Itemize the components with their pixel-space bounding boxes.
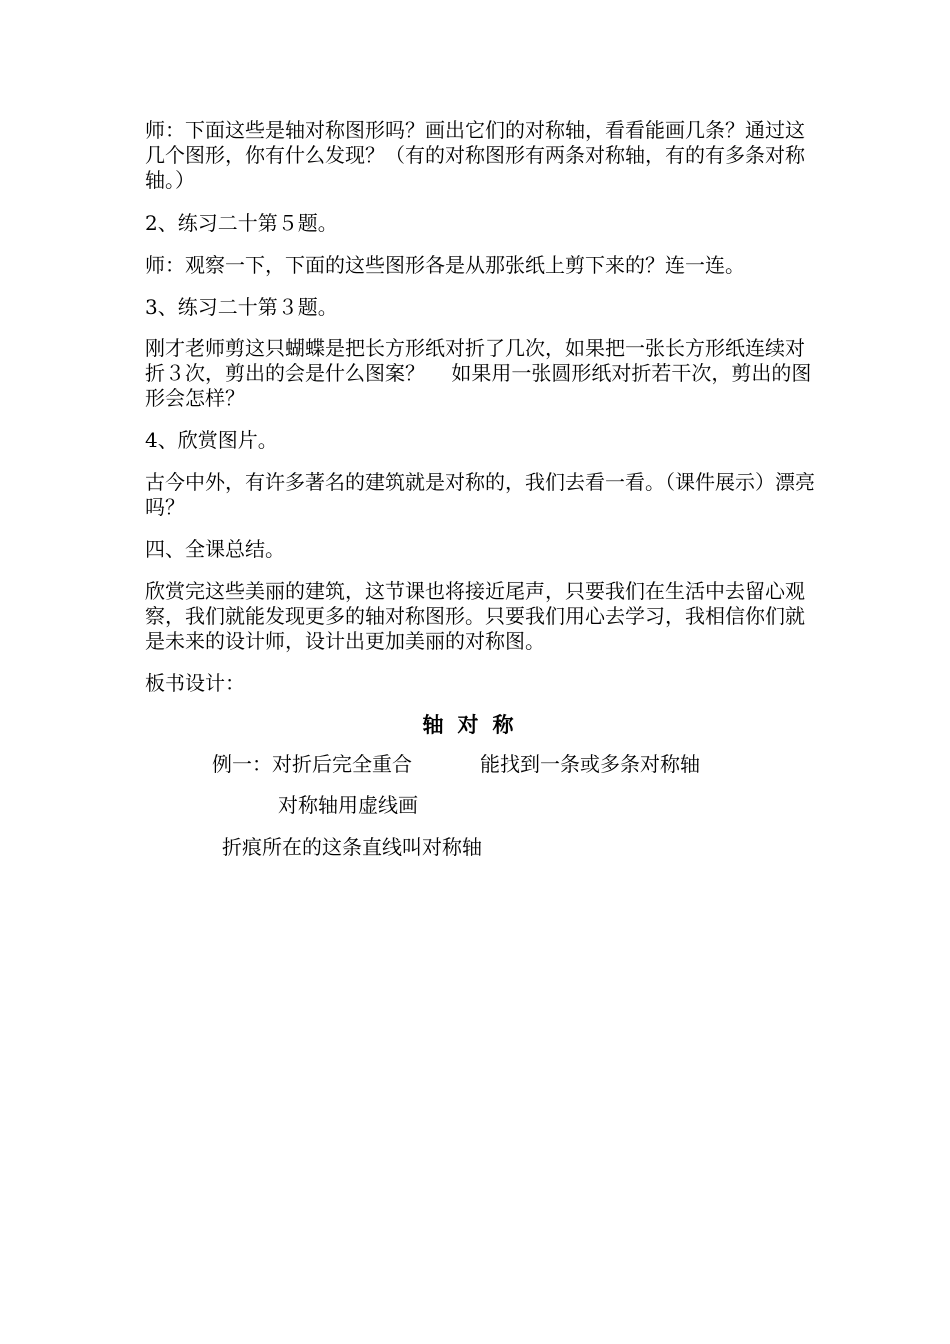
- board-design-label: 板书设计：: [145, 671, 245, 695]
- exercise-heading-2: 2、练习二十第５题。: [145, 211, 338, 235]
- board-line-dashed-axis: 对称轴用虚线画: [278, 793, 418, 817]
- paragraph-buildings: 古今中外，有许多著名的建筑就是对称的，我们去看一看。（课件展示）漂亮吗？: [145, 470, 815, 519]
- paragraph-teacher-question: 师：下面这些是轴对称图形吗？画出它们的对称轴，看看能画几条？通过这几个图形，你有什么发现？（有的对称图形有两条对称轴，有的有多条对称轴。）: [145, 118, 805, 192]
- exercise-heading-3: 3、练习二十第３题。: [145, 295, 338, 319]
- board-line-example-right: 能找到一条或多条对称轴: [480, 752, 700, 776]
- section-heading-summary: 四、全课总结。: [145, 537, 285, 561]
- paragraph-butterfly: 刚才老师剪这只蝴蝶是把长方形纸对折了几次，如果把一张长方形纸连续对折３次，剪出的会是什么图案？ 如果用一张圆形纸对折若干次，剪出的图形会怎样？: [145, 336, 812, 410]
- board-line-crease: 折痕所在的这条直线叫对称轴: [222, 835, 482, 859]
- paragraph-summary: 欣赏完这些美丽的建筑，这节课也将接近尾声，只要我们在生活中去留心观察，我们就能发现更多的轴对称图形。只要我们用心去学习，我相信你们就是未来的设计师，设计出更加美丽的对称图。: [145, 579, 805, 653]
- board-title: 轴对称: [422, 712, 528, 737]
- section-heading-4: 4、欣赏图片。: [145, 428, 278, 452]
- paragraph-teacher-observe: 师：观察一下，下面的这些图形各是从那张纸上剪下来的？连一连。: [145, 253, 745, 277]
- board-line-example-left: 例一：对折后完全重合: [212, 752, 412, 776]
